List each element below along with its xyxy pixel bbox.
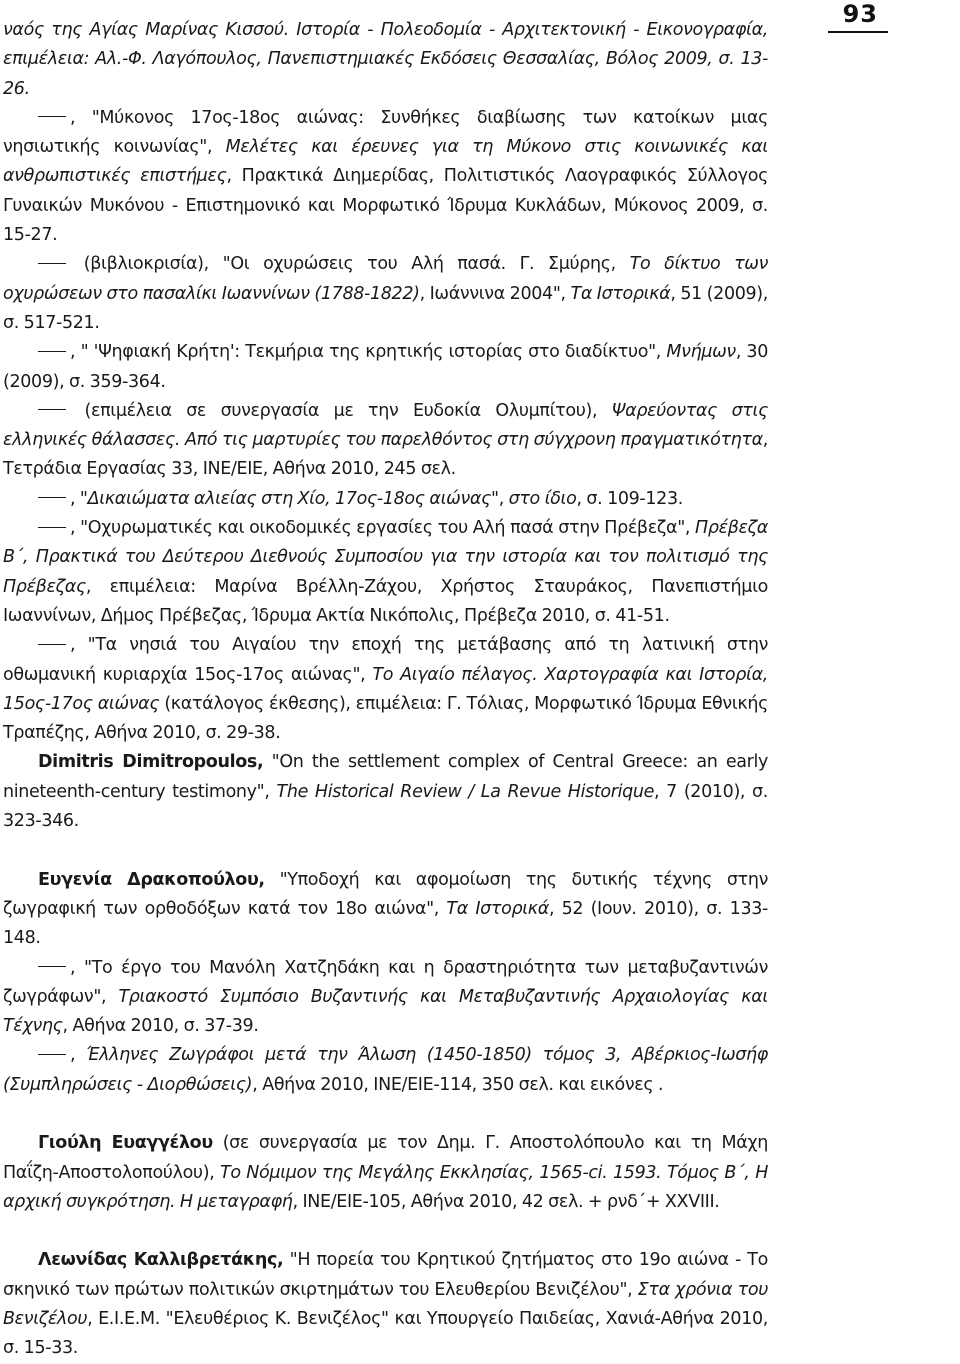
entry-text: , 7 (2010), σ. 323-346.: [3, 781, 769, 832]
italic-title: Δικαιώματα αλιείας στη Χίο, 17ος-18ος αιώνας: [87, 488, 491, 509]
entry-text: "On the settlement complex of Central Greece: an early nineteenth-century testimony",: [3, 752, 768, 802]
bibliography-entry: [3, 514, 768, 631]
entry-text: , 52 (Ιουν. 2010), σ. 133-148.: [3, 898, 768, 949]
entry-text: , Ιωάννινα 2004",: [419, 283, 571, 304]
entry-text: ",: [491, 488, 509, 509]
bibliography-entry: [3, 104, 768, 250]
entry-text: , ΙΝΕ/ΕΙΕ-105, Αθήνα 2010, 42 σελ. + ρνδ΄+ XXVIII.: [292, 1191, 720, 1212]
repeat-author-dash: [38, 527, 66, 528]
bibliography-entry: [3, 1246, 768, 1363]
repeat-author-dash: [38, 1054, 66, 1055]
italic-title: στο ίδιο: [508, 488, 577, 509]
bibliography-entry: [3, 16, 768, 104]
repeat-author-dash: [38, 263, 66, 264]
entry-text: (επιμέλεια σε συνεργασία με την Ευδοκία Ολυμπίτου),: [70, 400, 612, 421]
bibliography-entry: [3, 1041, 768, 1100]
italic-title: The Historical Review / La Revue Historique: [276, 781, 655, 802]
italic-title: Τριακοστό Συμπόσιο Βυζαντινής και Μεταβυζαντινής Αρχαιολογίας και Τέχνης: [3, 986, 768, 1037]
entry-text: , σ. 109-123.: [576, 488, 683, 509]
entry-text: (βιβλιοκρισία), "Οι οχυρώσεις του Αλή πασά. Γ. Σμύρης,: [70, 254, 630, 275]
author-name: Γιούλη Ευαγγέλου: [38, 1133, 213, 1154]
entry-text: , Τετράδια Εργασίας 33, ΙΝΕ/ΕΙΕ, Αθήνα 2010, 245 σελ.: [3, 430, 768, 480]
italic-title: Το δίκτυο των οχυρώσεων στο πασαλίκι Ιωαννίνων (1788-1822): [3, 254, 768, 304]
page-number: 93: [842, 0, 878, 28]
repeat-author-dash: [38, 644, 66, 645]
repeat-author-dash: [38, 966, 66, 967]
entry-text: , Ε.Ι.Ε.Μ. "Ελευθέριος Κ. Βενιζέλος" και Υπουργείο Παιδείας, Χανιά-Αθήνα 2010, σ. 15-33.: [3, 1309, 768, 1359]
entry-text: , 51 (2009), σ. 517-521.: [3, 283, 768, 333]
entry-text: "Η πορεία του Κρητικού ζητήματος στο 19ο αιώνα - Το σκηνικό των πρώτων πολιτικών σκιρτημάτων του Ελευθερίου Βενιζέλου",: [3, 1250, 768, 1300]
entry-text: "Υποδοχή και αφομοίωση της δυτικής τέχνης στην ζωγραφική των ορθοδόξων κατά τον 18ο αιώνα",: [3, 869, 768, 919]
italic-title: Το Νόμιμον της Μεγάλης Εκκλησίας, 1565-ci. 1593. Τόμος Β΄, Η αρχική συγκρότηση. Η μεταγραφή: [3, 1162, 768, 1212]
italic-title: ναός της Αγίας Μαρίνας Κισσού. Ιστορία - Πολεοδομία - Αρχιτεκτονική - Εικονογραφία, επιμέλεια: Αλ.-Φ. Λαγόπουλος, Πανεπιστημιακές Εκδόσεις Θεσσαλίας, Βόλος 2009, σ. 13-26.: [3, 20, 768, 99]
author-name: Ευγενία Δρακοπούλου,: [38, 869, 265, 890]
bibliography-entry: [3, 954, 768, 1042]
bibliography-entry: [3, 338, 768, 397]
bibliography-entry: [3, 485, 768, 514]
bibliography-entry: [3, 250, 768, 338]
italic-title: Το Αιγαίο πέλαγος. Χαρτογραφία και Ιστορία, 15ος-17ος αιώνας: [3, 664, 768, 714]
repeat-author-dash: [38, 497, 66, 498]
italic-title: Στα χρόνια του Βενιζέλου: [3, 1279, 768, 1330]
repeat-author-dash: [38, 409, 66, 410]
italic-title: Τα Ιστορικά: [570, 283, 671, 304]
entry-text: , "Μύκονος 17ος-18ος αιώνας: Συνθήκες διαβίωσης των κατοίκων μιας νησιωτικής κοινωνίας",: [3, 107, 768, 158]
page-number-rule: [828, 31, 888, 33]
bibliography-entry: [3, 397, 768, 485]
entry-text: , Αθήνα 2010, ΙΝΕ/ΕΙΕ-114, 350 σελ. και εικόνες .: [252, 1074, 664, 1095]
entry-text: , επιμέλεια: Μαρίνα Βρέλλη-Ζάχου, Χρήστος Σταυράκος, Πανεπιστήμιο Ιωαννίνων, Δήμος Πρέβεζας, Ίδρυμα Ακτία Νικόπολις, Πρέβεζα 2010, σ. 41-51.: [3, 576, 768, 626]
author-name: Dimitris Dimitropoulos,: [38, 752, 264, 773]
entry-text: ,: [70, 1045, 87, 1066]
italic-title: Πρέβεζα Β΄, Πρακτικά του Δεύτερου Διεθνούς Συμποσίου για την ιστορία και τον πολιτισμό της Πρέβεζας: [3, 518, 768, 597]
italic-title: Μελέτες και έρευνες για τη Μύκονο στις κοινωνικές και ανθρωπιστικές επιστήμες: [3, 137, 768, 187]
entry-text: , Πρακτικά Διημερίδας, Πολιτιστικός Λαογραφικός Σύλλογος Γυναικών Μυκόνου - Επιστημονικό και Μορφωτικό Ίδρυμα Κυκλάδων, Μύκονος 2009, σ. 15-27.: [3, 166, 768, 246]
entry-text: (σε συνεργασία με τον Δημ. Γ. Αποστολόπουλο και τη Μάχη Παΐζη-Αποστολοπούλου),: [3, 1133, 768, 1183]
entry-text: , 30 (2009), σ. 359-364.: [3, 342, 768, 392]
bibliography-entry: [3, 748, 768, 836]
italic-title: Έλληνες Ζωγράφοι μετά την Άλωση (1450-1850) τόμος 3, Αβέρκιος-Ιωσήφ (Συμπληρώσεις - Διορθώσεις): [3, 1045, 768, 1095]
entry-text: , "Οχυρωματικές και οικοδομικές εργασίες του Αλή πασά στην Πρέβεζα",: [70, 518, 696, 539]
entry-text: , "Τα νησιά του Αιγαίου την εποχή της μετάβασης από τη λατινική στην οθωμανική κυριαρχία 15ος-17ος αιώνας",: [3, 635, 768, 685]
repeat-author-dash: [38, 351, 66, 352]
entry-text: , ": [70, 488, 88, 509]
bibliography-list: [3, 16, 768, 1364]
author-name: Λεωνίδας Καλλιβρετάκης,: [38, 1250, 284, 1271]
entry-text: (κατάλογος έκθεσης), επιμέλεια: Γ. Τόλιας, Μορφωτικό Ίδρυμα Εθνικής Τραπέζης, Αθήνα 2010, σ. 29-38.: [3, 693, 769, 744]
italic-title: Τα Ιστορικά: [446, 898, 549, 919]
italic-title: Ψαρεύοντας στις ελληνικές θάλασσες. Από τις μαρτυρίες του παρελθόντος στη σύγχρονη πραγματικότητα: [3, 400, 768, 451]
entry-text: , " 'Ψηφιακή Κρήτη': Τεκμήρια της κρητικής ιστορίας στο διαδίκτυο",: [70, 342, 667, 363]
italic-title: Μνήμων: [666, 342, 736, 363]
repeat-author-dash: [38, 116, 66, 117]
bibliography-entry: [3, 866, 768, 954]
entry-text: , Αθήνα 2010, σ. 37-39.: [62, 1016, 259, 1037]
entry-text: , "Το έργο του Μανόλη Χατζηδάκη και η δραστηριότητα των μεταβυζαντινών ζωγράφων",: [3, 957, 768, 1007]
bibliography-entry: [3, 631, 768, 748]
bibliography-entry: [3, 1129, 768, 1217]
